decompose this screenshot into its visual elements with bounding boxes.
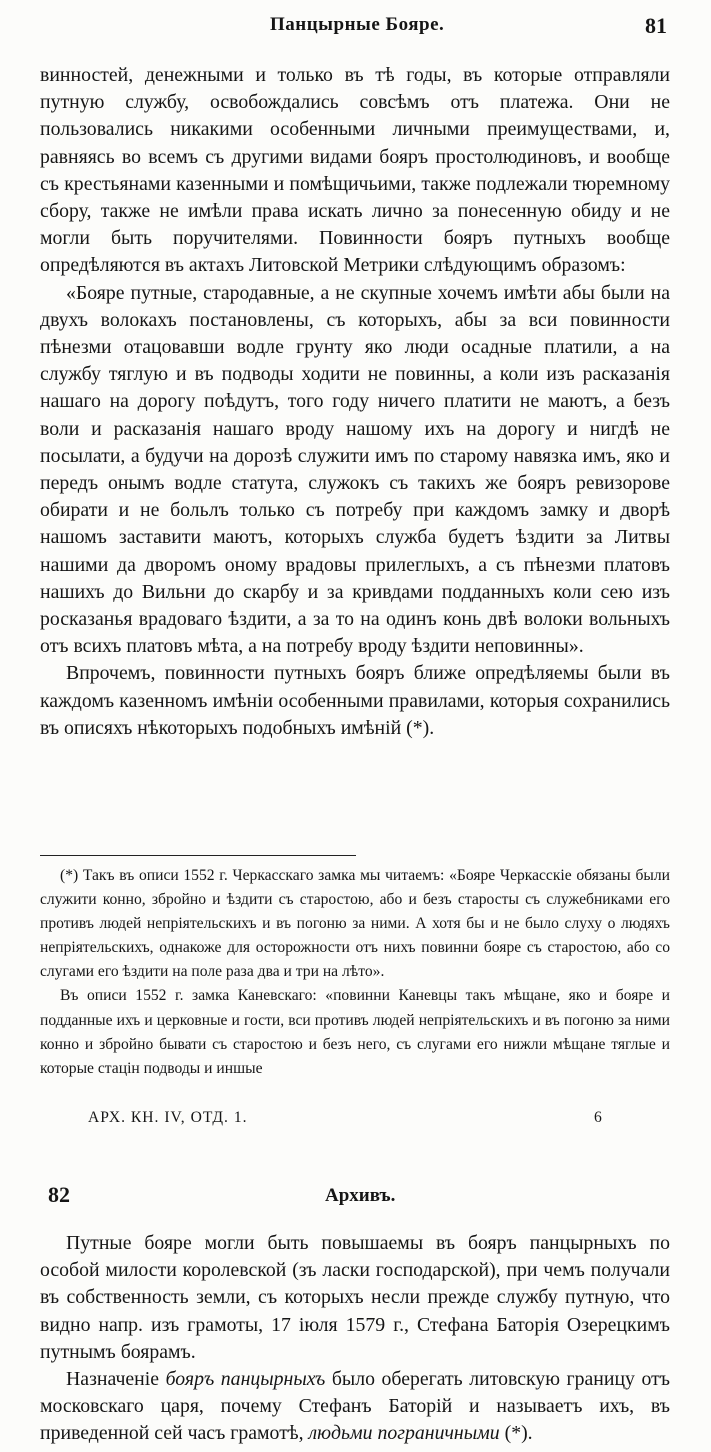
sheet-number: 6: [594, 1109, 602, 1126]
page-82-text: [40, 1230, 670, 1448]
paragraph-82-1: Путные бояре могли быть повышаемы въ бояръ панцырныхъ по особой милости королевской (зъ ласки господарской), при чемъ получали въ собственность земли, съ которыхъ несли прежде службу путную, что видно напр. изъ грамоты, 17 іюля 1579 г., Стефана Баторія Озерецкимъ путнымъ боярамъ.: [40, 1232, 670, 1363]
paragraph-82-2: [40, 1366, 670, 1448]
text-run: было оберегать литовскую границу отъ московскаго царя, почему Стефанъ Баторій и называетъ ихъ, въ приведенной сей часъ грамотѣ,: [40, 1368, 670, 1445]
paragraph-1: винностей, денежными и только въ тѣ годы, въ которые отправляли путную службу, освобождались совсѣмъ отъ платежа. Они не пользовались никакими особенными личными преимуществами, и, равняясь во всемъ съ другими видами бояръ простолюдиновъ, и вообще съ крестьянами казенными и помѣщичьими, также подлежали тюремному сбору, также не имѣли права искать лично за понесенную обиду и не могли быть поручителями. Повинности бояръ путныхъ вообще опредѣляются въ актахъ Литовской Метрики слѣдующимъ образомъ:: [40, 64, 670, 277]
footnote-rule: [40, 855, 356, 856]
page-number: 81: [645, 13, 667, 38]
running-title-82: Архивъ.: [325, 1185, 396, 1206]
italic-phrase: бояръ панцырныхъ: [165, 1368, 326, 1391]
footnote-2: Въ описи 1552 г. замка Каневскаго: «повинни Каневцы такъ мѣщане, яко и бояре и подданные ихъ и церковные и гости, вси противъ людей непріятельскихъ и въ погоню за ними конно и збройно бывати съ старостою и безъ него, съ слугами его нижли мѣщане тяглые и которые стацін подводы и иншые: [40, 987, 670, 1077]
running-title: Панцырные Бояре.: [270, 14, 445, 35]
page-number-82: 82: [48, 1182, 70, 1207]
italic-phrase: людьми пограничными: [308, 1422, 500, 1445]
paragraph-2-quote: «Бояре путные, стародавные, а не скупные хочемъ имѣти абы были на двухъ волокахъ постановлены, съ которыхъ, абы за вси повинности пѣнезми отацовавши водле грунту яко люди осадные платили, а на службу тяглую и въ подводы ходити не повинны, а коли изъ расказанія нашаго на дорогу поѣдутъ, того году ничего платити не маютъ, а безъ воли и расказанія нашаго вроду нашому ихъ на дорогу и нигдѣ не посылати, а будучи на дорозѣ служити имъ по старому навязка имъ, яко и передъ онымъ водле статута, служокъ съ такихъ же бояръ ревизорове обирати и не больлъ только съ потребу при каждомъ замку и дворѣ нашомъ заставити маютъ, которыхъ служба будетъ ѣздити за Литвы нашими да дворомъ оному врадовы прилеглыхъ, а съ пѣнезми платовъ нашихъ до Вильни до скарбу и за кривдами подданныхъ коли сею изъ росказанья врадоваго ѣздити, а за то на одинъ конь двѣ волоки вольныхъ отъ всихъ платовъ мѣта, а на потребу вроду ѣздити неповинны».: [40, 281, 670, 658]
printer-signature: АРХ. КН. IV, ОТД. 1.: [88, 1109, 248, 1126]
footnote-1: (*) Такъ въ описи 1552 г. Черкасскаго замка мы читаемъ: «Бояре Черкасскіе обязаны были служити конно, збройно и ѣздити съ старостою, або и безъ старосты съ служебниками его противъ людей непріятельскихъ и въ погоню за ними. А хотя бы и не было слуху о людяхъ непріятельскихъ, однакоже для осторожности отъ нихъ повинни бояре съ старостою, або со слугами его ѣздити на поле раза два и три на лѣто».: [40, 867, 670, 981]
main-text: [40, 62, 670, 742]
text-run: (*).: [499, 1422, 533, 1445]
text-run: Назначеніе: [66, 1368, 166, 1391]
page-gap: [0, 1140, 711, 1164]
footnotes: [40, 864, 670, 1081]
paragraph-3: Впрочемъ, повинности путныхъ бояръ ближе опредѣляемы были въ каждомъ казенномъ имѣніи особенными правилами, которыя сохранились въ описяхъ нѣкоторыхъ подобныхъ имѣній (*).: [40, 662, 670, 739]
